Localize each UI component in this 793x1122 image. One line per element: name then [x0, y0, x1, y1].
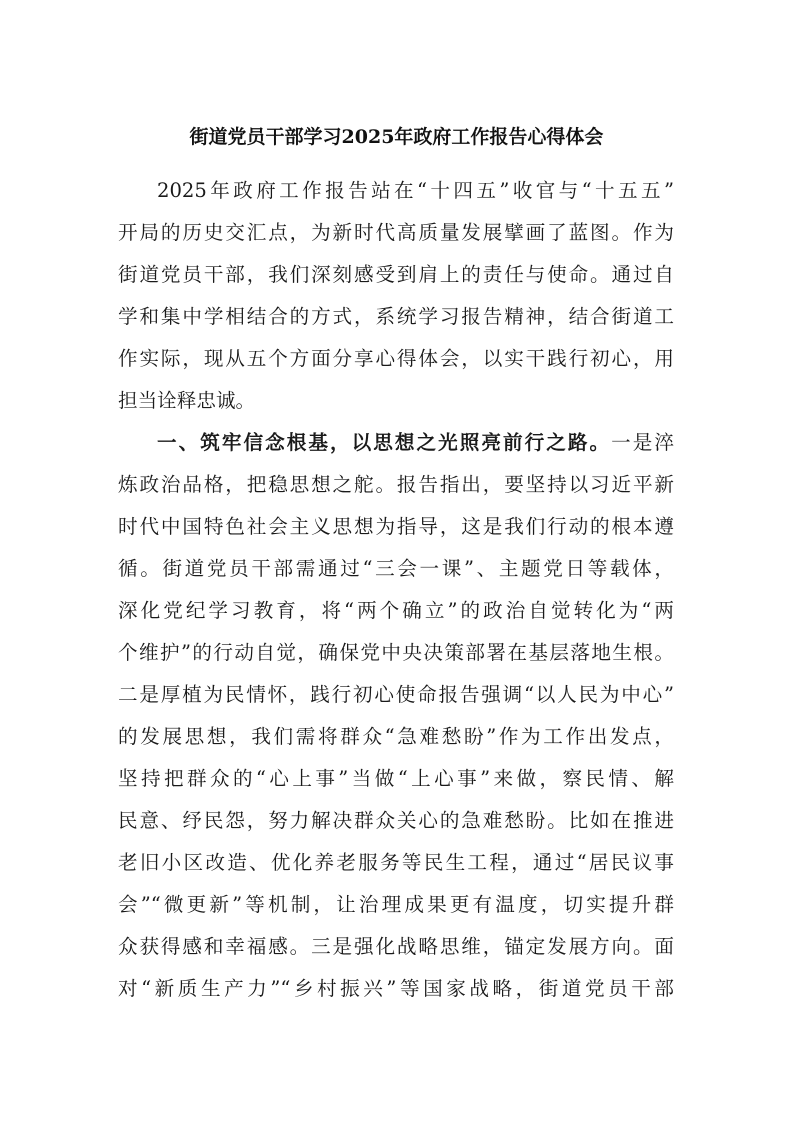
para2-line-13: 众获得感和幸福感。三是强化战略思维，锚定发展方向。面 — [118, 935, 674, 958]
para2-line-11: 老旧小区改造、优化养老服务等民生工程，通过“居民议事 — [118, 851, 674, 874]
para2-line-1 — [157, 429, 674, 457]
para2-line-2: 炼政治品格，把稳思想之舵。报告指出，要坚持以习近平新 — [118, 473, 674, 496]
para2-line-3: 时代中国特色社会主义思想为指导，这是我们行动的根本遵 — [118, 515, 674, 538]
para2-line-12: 会”“微更新”等机制，让治理成果更有温度，切实提升群 — [118, 893, 674, 916]
document-title: 街道党员干部学习2025年政府工作报告心得体会 — [189, 126, 604, 148]
para2-line-8: 的发展思想，我们需将群众“急难愁盼”作为工作出发点， — [118, 725, 674, 748]
para2-line-5: 深化党纪学习教育，将“两个确立”的政治自觉转化为“两 — [118, 599, 674, 622]
para1-line-3: 街道党员干部，我们深刻感受到肩上的责任与使命。通过自 — [118, 263, 674, 286]
para2-line-7: 二是厚植为民情怀，践行初心使命报告强调“以人民为中心” — [118, 683, 674, 706]
para1-line-5: 作实际，现从五个方面分享心得体会，以实干践行初心，用 — [118, 347, 674, 370]
para1-line-6: 担当诠释忠诚。 — [118, 389, 256, 412]
para1-line-4: 学和集中学相结合的方式，系统学习报告精神，结合街道工 — [118, 305, 674, 328]
section-heading: 一、筑牢信念根基，以思想之光照亮前行之路。 — [157, 431, 612, 454]
para1-line-2: 开局的历史交汇点，为新时代高质量发展擘画了蓝图。作为 — [118, 221, 674, 244]
para1-line-1: 2025年政府工作报告站在“十四五”收官与“十五五” — [157, 179, 674, 202]
para2-line-6: 个维护”的行动自觉，确保党中央决策部署在基层落地生根。 — [118, 641, 674, 664]
para2-line-1-rest: 一是淬 — [611, 431, 674, 454]
para2-line-9: 坚持把群众的“心上事”当做“上心事”来做，察民情、解 — [118, 767, 674, 790]
para2-line-4: 循。街道党员干部需通过“三会一课”、主题党日等载体， — [118, 557, 674, 580]
para2-line-10: 民意、纾民怨，努力解决群众关心的急难愁盼。比如在推进 — [118, 809, 674, 832]
para2-line-14: 对“新质生产力”“乡村振兴”等国家战略，街道党员干部 — [118, 977, 674, 1000]
